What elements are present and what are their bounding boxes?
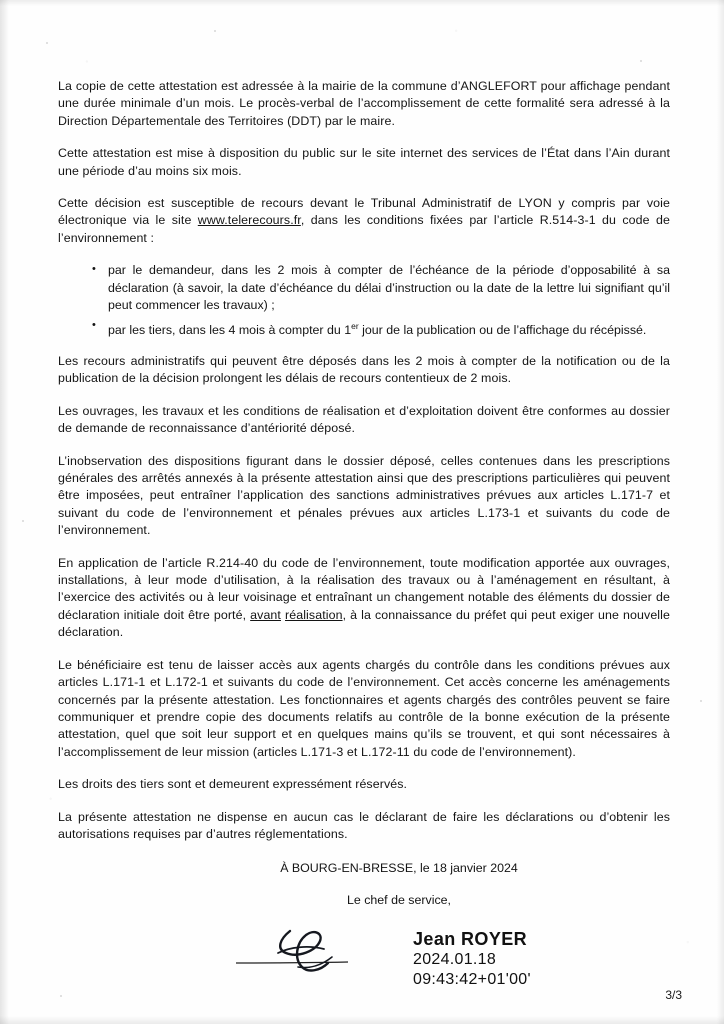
r21440-before: En application de l’article R.214-40 du code de l’environnement, toute modification apportée aux ouvrages, installations, à leur mode d’utilisation, à la réalisation des travaux ou à l’aménagement en résultant, à l’exercice des activités ou à leur voisinage et entraînant un changement notable des éléments du dossier de déclaration initiale doit être porté,	[58, 555, 670, 622]
list-item-tiers	[92, 318, 670, 340]
document-body	[58, 78, 670, 1003]
r21440-underlined-realisation: réalisation	[285, 607, 343, 622]
tiers-ordinal: er	[351, 321, 359, 332]
paragraph-autorisations-requises: La présente attestation ne dispense en aucun cas le déclarant de faire les déclarations ou d’obtenir les autorisations requises par d’autres réglementations.	[58, 809, 670, 841]
scan-edge-top	[0, 0, 724, 6]
paragraph-affichage-mairie: La copie de cette attestation est adressée à la mairie de la commune d’ANGLEFORT pour affichage pendant une durée minimale d’un mois. Le procès-verbal de l’accomplissement de cette formalité sera adressé à la Direction Départementale des Territoires (DDT) par le maire.	[58, 79, 670, 128]
paragraph-recours-administratifs: Les recours administratifs qui peuvent être déposés dans les 2 mois à compter de la notification ou de la publication de la décision prolongent les délais de recours contentieux de 2 mois.	[58, 354, 670, 386]
scan-speck	[46, 42, 48, 44]
signature-role: Le chef de service,	[346, 892, 451, 907]
digital-signature-stamp	[413, 929, 670, 1003]
signer-name: Jean ROYER	[413, 929, 528, 950]
paragraph-ouvrages-travaux: Les ouvrages, les travaux et les conditions de réalisation et d’exploitation doivent être conformes au dossier de demande de reconnaissance d’antériorité déposé.	[58, 403, 670, 436]
signature-date: 2024.01.18	[413, 951, 497, 969]
scan-edge-left	[0, 0, 9, 1024]
page-number: 3/3	[665, 988, 682, 1002]
scan-speck	[700, 700, 702, 702]
scan-speck	[214, 30, 216, 32]
scan-edge-right	[717, 0, 724, 1024]
signature-block	[58, 860, 670, 1003]
recours-text-suffix: , dans les conditions fixées par l’article R.514-3-1 du code de l’environnement :	[58, 213, 670, 245]
telerecours-link[interactable]: www.telerecours.fr	[197, 213, 301, 228]
paragraph-beneficiaire-acces: Le bénéficiaire est tenu de laisser accès aux agents chargés du contrôle dans les conditions prévues aux articles L.171-1 et L.172-1 et suivants du code de l’environnement. Cet accès concerne les aménagements concernés par la présente attestation. Les fonctionnaires et agents chargés des contrôles peuvent se faire communiquer et prendre copie des documents relatifs au contrôle de la bonne exécution de la présente attestation, quel que soit leur support et en quelques mains qu’ils se trouvent, et qui sont nécessaires à l’accomplissement de leur mission (articles L.171-3 et L.172-11 du code de l’environnement).	[58, 657, 670, 759]
paragraph-recours	[58, 195, 670, 247]
paragraph-mise-a-disposition: Cette attestation est mise à disposition du public sur le site internet des services de l’État dans l’Ain durant une période d’au moins six mois.	[58, 146, 670, 178]
recours-bullet-list	[58, 262, 670, 340]
paragraph-article-r214-40	[58, 555, 670, 642]
scan-speck	[640, 60, 642, 62]
signature-place-date: À BOURG-EN-BRESSE, le 18 janvier 2024	[280, 861, 518, 876]
signature-time: 09:43:42+01'00'	[413, 971, 531, 989]
r21440-underlined-avant: avant	[250, 607, 281, 622]
recours-text-prefix: Cette décision est susceptible de recours devant le Tribunal Administratif de LYON y compris par voie électronique via le site	[58, 196, 670, 228]
scan-speck	[22, 520, 24, 522]
scan-edge-bottom	[0, 1016, 724, 1024]
paragraph-droits-des-tiers: Les droits des tiers sont et demeurent expressément réservés.	[58, 777, 408, 792]
handwritten-signature-icon	[228, 923, 418, 983]
r21440-after: , à la connaissance du préfet qui peut exiger une nouvelle déclaration.	[58, 607, 671, 640]
tiers-before: par les tiers, dans les 4 mois à compter du 1	[108, 323, 352, 338]
paragraph-inobservation: L’inobservation des dispositions figurant dans le dossier déposé, celles contenues dans les prescriptions générales des arrêtés annexés à la présente attestation ainsi que des prescriptions particulières qui peuvent être imposées, peut entraîner l’application des sanctions administratives prévues aux articles L.171-7 et suivant du code de l’environnement et pénales prévues aux articles L.173-1 et suivants du code de l’environnement.	[58, 453, 670, 538]
tiers-after: jour de la publication ou de l’affichage du récépissé.	[358, 323, 647, 338]
list-item-demandeur: • par le demandeur, dans les 2 mois à compter de l’échéance de la période d’opposabilité à sa déclaration (à savoir, la date d’échéance du délai d’instruction ou la date de la lettre lui signifiant qu’il peut commencer les travaux) ;	[92, 262, 670, 314]
